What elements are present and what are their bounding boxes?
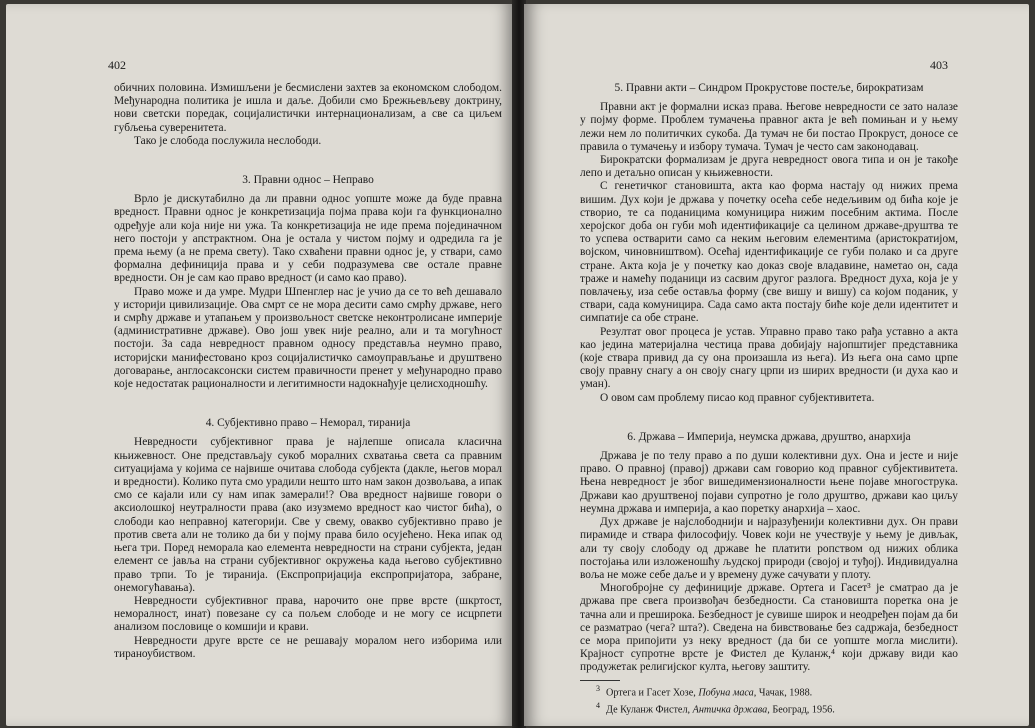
page-number-left: 402: [108, 58, 126, 72]
paragraph: Резултат овог процеса је устав. Управно право тако рађа уставно а акта као једина материјална честица права добијају најопштијег представника (које ствара привид да су она произашла из њега). Из њега она само црпе своју правну снагу а он своју снагу црпи из ширих вредности (и духа као и уман).: [580, 325, 958, 391]
paragraph: Невредности субјективног права је најлепше описала класична књижевност. Оне представљају сукоб моралних схватања света са правним ситуацијама у којима се највише очитава слобода субјекта (дакле, његов морал и вредности). Колико пута смо урадили нешто што нам закон дозвољава, а ипак смо се кајали или су нам ипак замерали!? Ова вредност највише говори о аксиолошкој неутралности права (ако изузмемо вредност као чистог бића), о слободи као неправној категорији. Све у свему, овакво субјективно право је против света али не толико да би у појму права било осујећено. Нека ипак од њега три. Поред неморала као елемента невредности на страни субјекта, један елемент се јавља на страни субјективног окружења када његово субјективно право трпи. То је тиранија. (Експропријација експропријатора, забране, онемогућавања).: [114, 436, 502, 594]
paragraph: Држава је по телу право а по души колективни дух. Она и јесте и није право. О правној (правој) држави сам говорио код правног субјективитета. Њена невредност је због вишедимензионалности њене појаве многострука. Држави као друштвеној појави супротно је голо друштво, држави као циљу неумна држава и империја, а као поретку анархија – хаос.: [580, 450, 958, 515]
section-spacer: [580, 405, 958, 431]
paragraph: Правни акт је формални исказ права. Његове невредности се зато налазе у појму форме. Проблем тумачења правног акта је већ помињан и у њему лежи нем ло политичких сукоба. Да тумач не би постао Прокруст, доносе се правила о тумачењу и избору тумача. Тумач је често сам законодавац.: [580, 101, 958, 153]
paragraph: Многобројне су дефиниције државе. Ортега и Гасет³ је сматрао да је држава пре свега произвођач безбедности. Са становишта поретка она је тачна али и преширока. Безбедност је сувише широк и неодређен појам да би се разматрао (чега? шта?). Сведена на бивствовање без садржаја, безбедност се мора припојити уз неку вредност (да би се уопште могла мислити). Крајност супротне врсте је Фистел де Куланж,⁴ који државу види као продужетак религијског култа, његову заштиту.: [580, 582, 958, 674]
paragraph: Дух државе је најслободнији и најразуђенији колективни дух. Он прави пирамиде и ствара философију. Човек који не учествује у њему је дивљак, али ту своју слободу од државе he платити ропством од нижих облика постојања или изложеношћу људској природи (својој и туђој). Индивидуална воља не може себе даље и у времену дуже сачувати у плоту.: [580, 516, 958, 581]
footnote-author: Де Куланж Фистел,: [606, 703, 693, 715]
paragraph: Право може и да умре. Мудри Шпенглер нас је учио да се то већ дешавало у историји цивилизације. Ова смрт се не мора десити само смрћу државе, него и смрћу државе и утапањем у произвољност светске неконтролисане империје (административне државе). Ово још увек није реално, али и та могућност постоји. За сада невредност правном односу представља неумно право, историјски манифестовано кроз социјалистичко самоуправљање и друштвено договарање, англосаксонски систем правичности пренет у међународно право које недостатак рационалности и легитимности надокнађује целисходношћу.: [114, 285, 502, 391]
paragraph: обичних половина. Измишљени је бесмислени захтев за економском слободом. Међународна политика је ишла и даље. Добили смо Брежњевљеву доктрину, нови светски поредак, социјалистички интернационализам, а све са циљем губљења суверенитета.: [114, 82, 502, 134]
section-spacer: [114, 148, 502, 174]
section-heading: 3. Правни однос – Неправо: [242, 174, 374, 187]
footnote-mark: 4: [596, 700, 600, 710]
left-page: [6, 4, 514, 726]
right-page: [524, 4, 1029, 726]
footnote-mark: 3: [596, 683, 600, 693]
footnote-publication: Београд, 1956.: [772, 703, 835, 715]
paragraph: Невредности субјективног права, нарочито оне прве врсте (шкртост, неморалност, инат) повезане су са пољем слободе и не могу се исцрпети анализом пословице о комшији и крави.: [114, 594, 502, 634]
section-heading: 5. Правни акти – Синдром Прокрустове постеље, бирократизам: [614, 82, 924, 94]
paragraph: Врло је дискутабилно да ли правни однос уопште може да буде правна вредност. Правни однос је конкретизација појма права који га функционално одређује али која није ни ужа. Та конкретизација не иде према појединачном него постоји у апстрактном. Она је остала у чистом појму и одредила га је према њему (а не према свету). Тако схваћени правни однос је, у ствари, само формална дефиниција права и у себи подразумева све остале правне вредности. Он је сам као право вредност (и само као право).: [114, 193, 502, 285]
page-number-right: 403: [930, 58, 948, 72]
footnote: [596, 683, 958, 700]
footnote: [596, 700, 958, 717]
footnote-author: Ортега и Гасет Хозе,: [606, 686, 699, 698]
section-heading: 4. Субјективно право – Неморал, тиранија: [205, 417, 411, 430]
paragraph: Бирократски формализам је друга невредност овога типа и он је такође лепо и детаљно описан у књижевности.: [580, 154, 958, 180]
section-spacer: [114, 391, 502, 417]
footnote-publication: Чачак, 1988.: [758, 686, 813, 698]
left-page-text: [114, 82, 502, 661]
footnote-title: Побуна маса,: [698, 686, 759, 698]
paragraph: Тако је слобода послужила неслободи.: [134, 134, 322, 147]
paragraph: Невредности друге врсте се не решавају моралом него изборима или тираноубиством.: [114, 634, 502, 660]
section-heading: 6. Држава – Империја, неумска држава, друштво, анархија: [627, 430, 911, 443]
paragraph: С генетичког становишта, акта као форма настају од нижих према вишим. Дух који је држава у почетку осећа себе недељивим од бића које је створио, те са поданицима комуницира нижим посебним актима. После херојског доба он губи моћ идентификације са целином државе-друштва те то успева остварити само са неким његовим елементима (аристократијом, војском, чиновништвом). Осећај идентификације се губи полако и са друге стране. Акта која је у почетку као доказ своје владавине, наметао он, сада траже и намећу поданици из сасвим другог разлога. Вредност духа, која је у повлачењу, иза себе оставља форму (све вишу и вишу) са којом поданик, у ствари, сада комуницира. Сада само акта постају биће које дели идентитет и симпатије са обе стране.: [580, 180, 958, 325]
footnote-separator: [580, 680, 620, 681]
right-page-text: [580, 82, 958, 717]
paragraph: О овом сам проблему писао код правног субјективитета.: [600, 391, 875, 404]
footnote-title: Античка држава,: [692, 703, 773, 715]
